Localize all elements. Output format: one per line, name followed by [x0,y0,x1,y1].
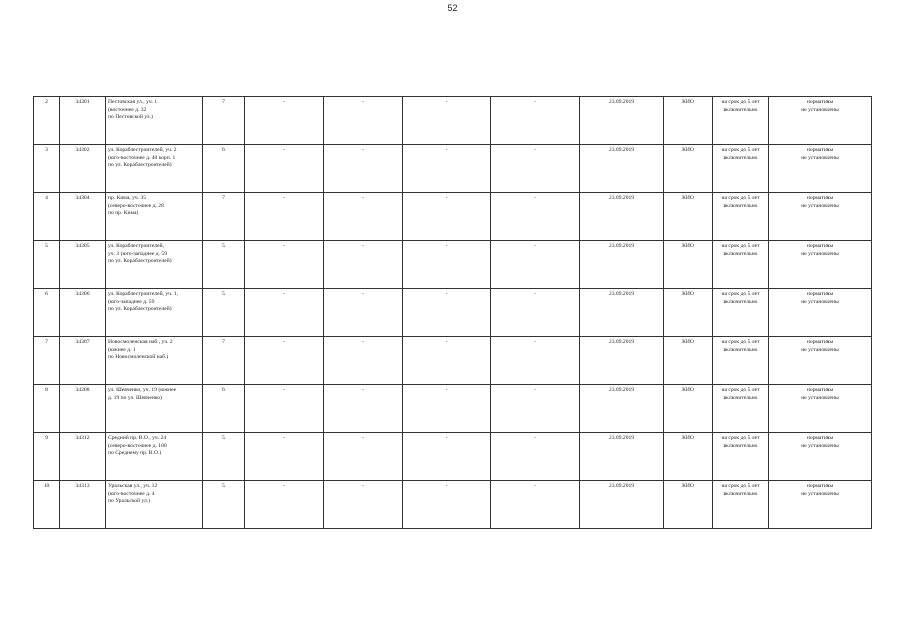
address-line: по Уральской ул.) [108,498,151,505]
cell-col6: - [324,433,403,481]
term-line: на срок до 5 лет [721,99,760,105]
table-row [34,145,872,193]
inclusion-date: 23.09.2019 [580,481,664,529]
object-id: 34307 [60,337,106,385]
place-count: 5 [203,433,245,481]
term-line: включительно [723,394,758,401]
row-number: 4 [34,193,60,241]
address-line: д. 19 по ул. Шевченко) [108,394,162,401]
norm-line: нормативы [806,387,834,393]
norm-line: не установлены [801,202,839,209]
address-cell [106,241,203,289]
norm-cell [769,97,872,145]
inclusion-date: 23.09.2019 [580,433,664,481]
cell-col6: - [324,193,403,241]
cell-col8: - [491,145,580,193]
organization: КИО [664,385,713,433]
address-line: по Среднему пр. В.О.) [108,450,162,457]
address-cell [106,337,203,385]
cell-col7: - [403,241,491,289]
term-line: на срок до 5 лет [721,339,760,345]
term-cell [713,145,769,193]
row-number: 3 [34,145,60,193]
inclusion-date: 23.09.2019 [580,385,664,433]
term-line: включительно [723,490,758,497]
cell-col8: - [491,97,580,145]
object-id: 34306 [60,289,106,337]
cell-col7: - [403,385,491,433]
norm-line: нормативы [806,147,834,153]
object-id: 34302 [60,145,106,193]
address-line: (юго-западнее д. 59 [108,298,155,305]
norm-line: не установлены [801,106,839,113]
term-cell [713,241,769,289]
cell-col5: - [245,97,324,145]
object-id: 34312 [60,433,106,481]
norm-cell [769,481,872,529]
norm-line: не установлены [801,298,839,305]
cell-col8: - [491,289,580,337]
address-line: уч. 3 (юго-западнее д. 59 [108,250,167,257]
norm-line: нормативы [806,243,834,249]
cell-col5: - [245,433,324,481]
address-line: по Пестовской ул.) [108,114,153,121]
term-line: включительно [723,346,758,353]
norm-line: не установлены [801,346,839,353]
registry-table [33,96,872,529]
object-id: 34305 [60,241,106,289]
place-count: 7 [203,97,245,145]
address-line: ул. Кораблестроителей, [108,243,164,249]
table-row [34,433,872,481]
object-id: 34308 [60,385,106,433]
cell-col5: - [245,145,324,193]
object-id: 34313 [60,481,106,529]
cell-col8: - [491,385,580,433]
organization: КИО [664,481,713,529]
cell-col7: - [403,337,491,385]
cell-col5: - [245,289,324,337]
organization: КИО [664,241,713,289]
cell-col7: - [403,97,491,145]
row-number: 10 [34,481,60,529]
table-row [34,193,872,241]
address-cell [106,433,203,481]
inclusion-date: 23.09.2019 [580,337,664,385]
address-cell [106,385,203,433]
term-line: включительно [723,202,758,209]
organization: КИО [664,97,713,145]
norm-line: не установлены [801,154,839,161]
norm-cell [769,433,872,481]
term-line: на срок до 5 лет [721,291,760,297]
address-cell [106,481,203,529]
norm-line: нормативы [806,435,834,441]
norm-line: не установлены [801,250,839,257]
cell-col5: - [245,385,324,433]
cell-col7: - [403,193,491,241]
organization: КИО [664,145,713,193]
address-line: по Новосмоленской наб.) [108,354,169,361]
norm-line: нормативы [806,339,834,345]
address-line: ул. Кораблестроителей, уч. 1, [108,291,178,297]
address-cell [106,193,203,241]
address-line: по пр. Кима) [108,210,139,217]
norm-cell [769,193,872,241]
term-cell [713,97,769,145]
term-cell [713,193,769,241]
place-count: 6 [203,145,245,193]
term-line: на срок до 5 лет [721,147,760,153]
norm-line: нормативы [806,483,834,489]
cell-col5: - [245,241,324,289]
table-row [34,289,872,337]
row-number: 9 [34,433,60,481]
term-cell [713,289,769,337]
address-cell [106,97,203,145]
cell-col8: - [491,193,580,241]
place-count: 5 [203,481,245,529]
cell-col6: - [324,337,403,385]
norm-line: не установлены [801,442,839,449]
norm-line: нормативы [806,195,834,201]
place-count: 5 [203,289,245,337]
address-line: (южнее д. 1 [108,346,136,353]
table-row [34,97,872,145]
norm-line: нормативы [806,291,834,297]
organization: КИО [664,193,713,241]
address-line: Уральская ул., уч. 12 [108,483,158,489]
address-line: (юго-восточнее д. 4 [108,490,155,497]
norm-line: не установлены [801,490,839,497]
cell-col8: - [491,481,580,529]
row-number: 5 [34,241,60,289]
row-number: 6 [34,289,60,337]
address-line: по ул. Кораблестроителей) [108,258,172,265]
place-count: 5 [203,241,245,289]
address-line: (северо-восточнее д. 28 [108,202,164,209]
cell-col6: - [324,481,403,529]
norm-cell [769,385,872,433]
term-line: включительно [723,250,758,257]
term-line: включительно [723,442,758,449]
inclusion-date: 23.09.2019 [580,193,664,241]
term-line: на срок до 5 лет [721,483,760,489]
cell-col6: - [324,97,403,145]
cell-col6: - [324,145,403,193]
row-number: 2 [34,97,60,145]
address-line: (юго-восточнее д. 40 корп. 1 [108,154,176,161]
address-line: Пестовская ул., уч. 1 [108,99,158,105]
table-row [34,481,872,529]
cell-col6: - [324,289,403,337]
organization: КИО [664,337,713,385]
row-number: 8 [34,385,60,433]
address-line: (северо-восточнее д. 100 [108,442,167,449]
cell-col8: - [491,241,580,289]
norm-cell [769,241,872,289]
term-line: включительно [723,106,758,113]
table-row [34,385,872,433]
cell-col5: - [245,193,324,241]
address-line: ул. Шевченко, уч. 19 (южнее [108,387,177,393]
table-body [34,97,872,529]
page-number: 52 [447,3,458,13]
cell-col8: - [491,337,580,385]
address-cell [106,289,203,337]
organization: КИО [664,289,713,337]
cell-col7: - [403,433,491,481]
term-line: на срок до 5 лет [721,435,760,441]
place-count: 7 [203,337,245,385]
object-id: 34301 [60,97,106,145]
address-line: ул. Кораблестроителей, уч. 2 [108,147,177,153]
cell-col8: - [491,433,580,481]
cell-col7: - [403,145,491,193]
term-cell [713,385,769,433]
address-line: пр. Кима, уч. 35 [108,195,147,201]
cell-col7: - [403,481,491,529]
term-line: включительно [723,298,758,305]
term-cell [713,337,769,385]
address-line: Средний пр. В.О., уч. 24 [108,435,167,441]
term-line: на срок до 5 лет [721,195,760,201]
norm-cell [769,145,872,193]
cell-col6: - [324,241,403,289]
inclusion-date: 23.09.2019 [580,145,664,193]
place-count: 6 [203,385,245,433]
row-number: 7 [34,337,60,385]
cell-col5: - [245,337,324,385]
place-count: 7 [203,193,245,241]
norm-line: нормативы [806,99,834,105]
table-row [34,337,872,385]
cell-col7: - [403,289,491,337]
inclusion-date: 23.09.2019 [580,241,664,289]
address-line: (восточнее д. 32 [108,106,147,113]
norm-cell [769,289,872,337]
norm-line: не установлены [801,394,839,401]
organization: КИО [664,433,713,481]
cell-col5: - [245,481,324,529]
term-cell [713,433,769,481]
norm-cell [769,337,872,385]
address-line: по ул. Кораблестроителей) [108,306,172,313]
inclusion-date: 23.09.2019 [580,97,664,145]
address-line: по ул. Кораблестроителей) [108,162,172,169]
term-line: на срок до 5 лет [721,243,760,249]
term-line: на срок до 5 лет [721,387,760,393]
table-row [34,241,872,289]
address-line: Новосмоленская наб., уч. 2 [108,339,173,345]
object-id: 34304 [60,193,106,241]
address-cell [106,145,203,193]
inclusion-date: 23.09.2019 [580,289,664,337]
cell-col6: - [324,385,403,433]
term-line: включительно [723,154,758,161]
term-cell [713,481,769,529]
